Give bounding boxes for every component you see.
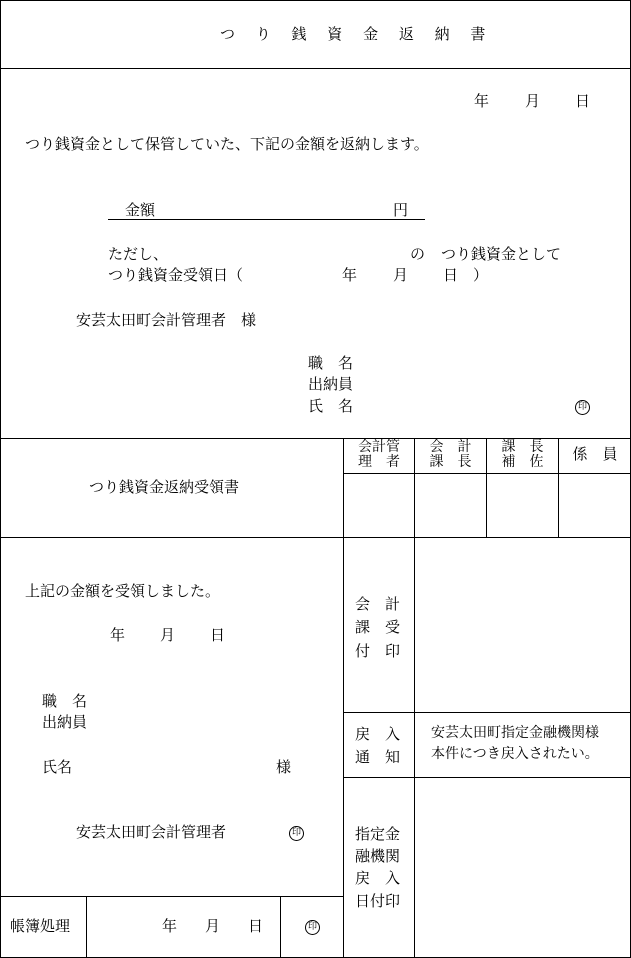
approval-header-kacho-hosa bbox=[487, 440, 558, 470]
receipt-seal: 印 bbox=[289, 826, 304, 841]
ledger-label: 帳簿処理 bbox=[10, 917, 71, 935]
rule-ledger-2 bbox=[280, 896, 281, 958]
approval-header-kaikei-kacho bbox=[415, 440, 486, 470]
receive-date-month: 月 bbox=[393, 266, 409, 284]
approval-header-line2: 理 者 bbox=[358, 454, 400, 470]
signer-seal: 印 bbox=[575, 400, 590, 415]
approval-header-line1: 係 員 bbox=[572, 445, 618, 463]
rule-notice-bottom bbox=[343, 777, 631, 778]
receipt-signer-sama: 様 bbox=[276, 758, 292, 776]
receive-date-label: つり銭資金受領日（ bbox=[108, 266, 244, 284]
accounting-stamp-label bbox=[355, 593, 400, 663]
amount-unit: 円 bbox=[393, 201, 409, 219]
rule-col-2 bbox=[414, 438, 415, 958]
rule-ledger-top bbox=[0, 896, 343, 897]
approval-header-kaikei-kanrisha bbox=[344, 440, 414, 470]
receive-date-close: ） bbox=[473, 266, 489, 284]
receive-date-day: 日 bbox=[443, 266, 459, 284]
accounting-stamp-line1: 会 計 bbox=[355, 595, 401, 613]
bank-return-line1: 指定金 bbox=[355, 825, 401, 843]
approval-header-line1: 会 計 bbox=[429, 439, 472, 455]
rule-ledger-1 bbox=[86, 896, 87, 958]
rule-col-1 bbox=[343, 438, 344, 958]
return-notice-message1: 安芸太田町指定金融機関様 bbox=[431, 725, 599, 741]
top-date-day: 日 bbox=[575, 92, 591, 110]
receipt-signer-name: 氏名 bbox=[42, 758, 73, 776]
return-statement: つり銭資金として保管していた、下記の金額を返納します。 bbox=[25, 135, 429, 153]
bank-return-date-label bbox=[355, 823, 400, 912]
bank-return-line2: 融機関 bbox=[355, 847, 401, 866]
received-date-month: 月 bbox=[160, 626, 176, 644]
bank-return-line4: 日付印 bbox=[355, 891, 401, 910]
receipt-title: つり銭資金返納受領書 bbox=[89, 478, 240, 496]
amount-label: 金額 bbox=[125, 201, 156, 219]
signer-name: 氏 名 bbox=[308, 397, 354, 415]
accounting-stamp-line3: 付 印 bbox=[355, 641, 401, 660]
page-title: つ り 銭 資 金 返 納 書 bbox=[220, 25, 494, 43]
top-date-month: 月 bbox=[525, 92, 541, 110]
signer-role: 出納員 bbox=[308, 375, 354, 393]
return-notice-line1: 戻 入 bbox=[355, 725, 401, 743]
approval-header-line1: 課 長 bbox=[501, 439, 544, 455]
approval-header-line2: 補 佐 bbox=[501, 454, 544, 470]
receipt-signer-role: 出納員 bbox=[42, 713, 88, 731]
rule-title-bottom bbox=[0, 68, 631, 69]
received-date-year: 年 bbox=[110, 626, 126, 644]
addressee: 安芸太田町会計管理者 様 bbox=[76, 311, 257, 329]
receipt-addressee: 安芸太田町会計管理者 bbox=[76, 823, 227, 841]
signer-post: 職 名 bbox=[308, 354, 354, 372]
rule-receipt-divider bbox=[0, 537, 631, 538]
tadashi-suffix: つり銭資金として bbox=[441, 245, 562, 263]
accounting-stamp-line2: 課 受 bbox=[355, 618, 401, 637]
ledger-year: 年 bbox=[162, 917, 178, 935]
tadashi-prefix: ただし、 bbox=[108, 245, 169, 263]
receipt-signer-post: 職 名 bbox=[42, 692, 88, 710]
rule-stamp-bottom bbox=[343, 712, 631, 713]
top-date-year: 年 bbox=[474, 92, 490, 110]
return-notice-message2: 本件につき戻入されたい。 bbox=[431, 746, 599, 762]
receive-date-year: 年 bbox=[342, 266, 358, 284]
return-notice-line2: 通 知 bbox=[355, 748, 401, 767]
ledger-seal: 印 bbox=[305, 920, 320, 935]
amount-underline bbox=[108, 219, 425, 220]
approval-header-line2: 課 長 bbox=[429, 454, 472, 470]
tadashi-no: の bbox=[410, 245, 426, 263]
approval-header-kakariin bbox=[559, 447, 631, 462]
bank-return-line3: 戻 入 bbox=[355, 869, 401, 888]
approval-header-line1: 会計管 bbox=[358, 439, 400, 455]
received-text: 上記の金額を受領しました。 bbox=[25, 582, 221, 600]
return-notice-label bbox=[355, 723, 400, 770]
ledger-month: 月 bbox=[205, 917, 221, 935]
rule-approval-header bbox=[343, 473, 631, 474]
ledger-day: 日 bbox=[248, 917, 264, 935]
received-date-day: 日 bbox=[210, 626, 226, 644]
